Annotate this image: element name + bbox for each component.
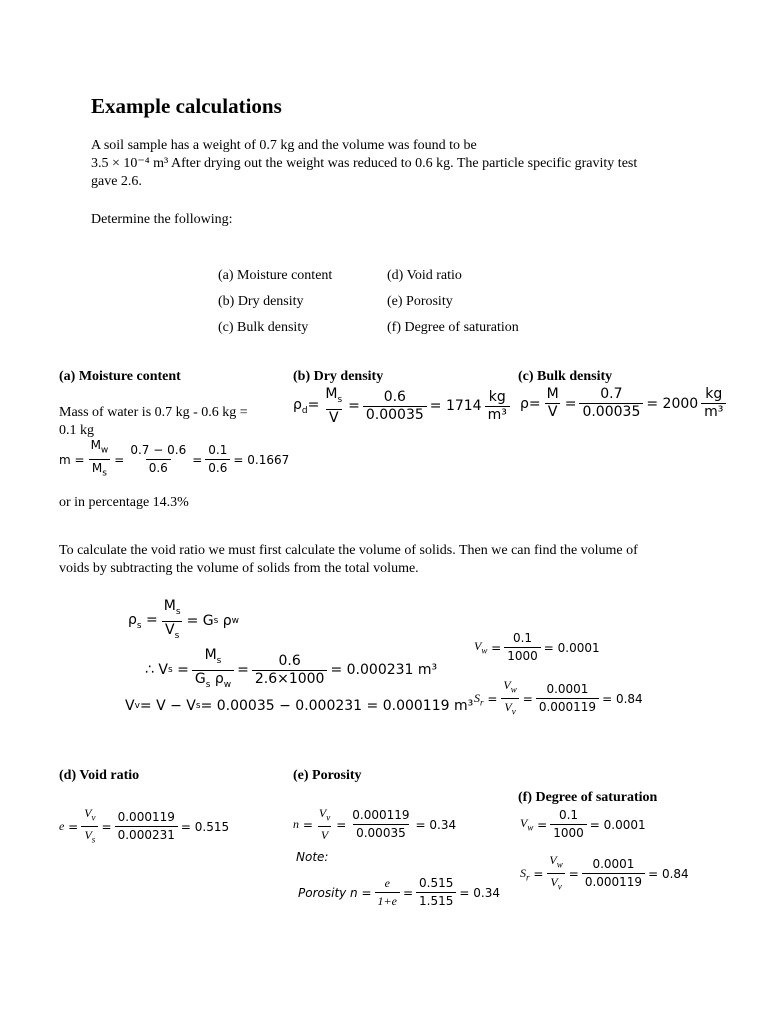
page-title: Example calculations [91,94,282,118]
note-label: Note: [296,850,329,864]
moisture-text-2: 0.1 kg [59,423,94,438]
list-item-b: (b) Dry density [218,294,304,309]
heading-bulk-density: (c) Bulk density [518,369,613,384]
list-item-f: (f) Degree of saturation [387,320,519,335]
void-text-2: voids by subtracting the volume of solids from the total volume. [59,561,419,576]
intro-paragraph [91,137,731,191]
void-ratio-equation: e = $\frac{V_v}{V_s}$ = $\frac{0.000119}{0.000231}$ = 0.515 [59,805,229,849]
heading-porosity: (e) Porosity [293,768,362,783]
bulk-density-equation: ρ= $\frac{M}{V}$ = $\frac{0.7}{0.00035}$ = 2000 $\frac{kg}{\text{m³}}$ [520,386,729,421]
heading-moisture-content: (a) Moisture content [59,369,181,384]
water-volume-equation-1: $V_w$ = $\frac{0.1}{1000}$ = 0.0001 [474,631,600,663]
intro-line-2: 3.5 × 10⁻⁴ m³ After drying out the weight was reduced to 0.6 kg. The particle specific gravity test [91,156,638,171]
determine-text: Determine the following: [91,212,233,227]
water-volume-equation-2: $V_w$ = $\frac{0.1}{1000}$ = 0.0001 [520,808,646,840]
void-volume-equation: V v = V − V s = 0.00035 − 0.000231 = 0.000119 m³ [125,698,474,714]
solid-volume-equation: ∴ V s = $\frac{M_s}{G_s \rho_w}$ = $\frac{0.6}{2.6\times 1000}$ = 0.000231 m³ [145,647,437,694]
list-item-a: (a) Moisture content [218,268,333,283]
moisture-percentage: or in percentage 14.3% [59,495,189,510]
intro-line-1: A soil sample has a weight of 0.7 kg and the volume was found to be [91,138,477,153]
moisture-text-1: Mass of water is 0.7 kg - 0.6 kg = [59,405,248,420]
heading-dry-density: (b) Dry density [293,369,384,384]
heading-degree-saturation: (f) Degree of saturation [518,790,658,805]
porosity-note-equation: Porosity n = $\frac{e}{1+e}$ = $\frac{0.515}{1.515}$ = 0.34 [298,876,500,908]
solid-density-equation: $\rho_s$ = $\frac{M_s}{V_s}$ = G s ρ w [128,598,239,645]
heading-void-ratio: (d) Void ratio [59,768,140,783]
list-item-e: (e) Porosity [387,294,453,309]
porosity-equation: n = $\frac{V_v}{V}$ = $\frac{0.000119}{0.00035}$ = 0.34 [293,806,457,843]
intro-line-3: gave 2.6. [91,174,142,189]
saturation-equation-2: $S_r$ = $\frac{V_w}{V_v}$ = $\frac{0.0001}{0.000119}$ = 0.84 [520,852,689,896]
saturation-equation-1: $S_r$ = $\frac{V_w}{V_v}$ = $\frac{0.0001}{0.000119}$ = 0.84 [474,677,643,721]
void-text-1: To calculate the void ratio we must first calculate the volume of solids. Then we can find the volume of [59,543,638,558]
list-item-c: (c) Bulk density [218,320,309,335]
list-item-d: (d) Void ratio [387,268,462,283]
void-ratio-paragraph [59,542,739,578]
moisture-equation: m = $\frac{M_w}{M_s}$ = $\frac{0.7 - 0.6}{0.6}$ = $\frac{0.1}{0.6}$ = 0.1667 [59,437,289,483]
dry-density-equation: $\rho_d=$ $\frac{M_s}{V}$ = $\frac{0.6}{0.00035}$ = 1714 $\frac{kg}{\text{m³}}$ [293,386,513,427]
